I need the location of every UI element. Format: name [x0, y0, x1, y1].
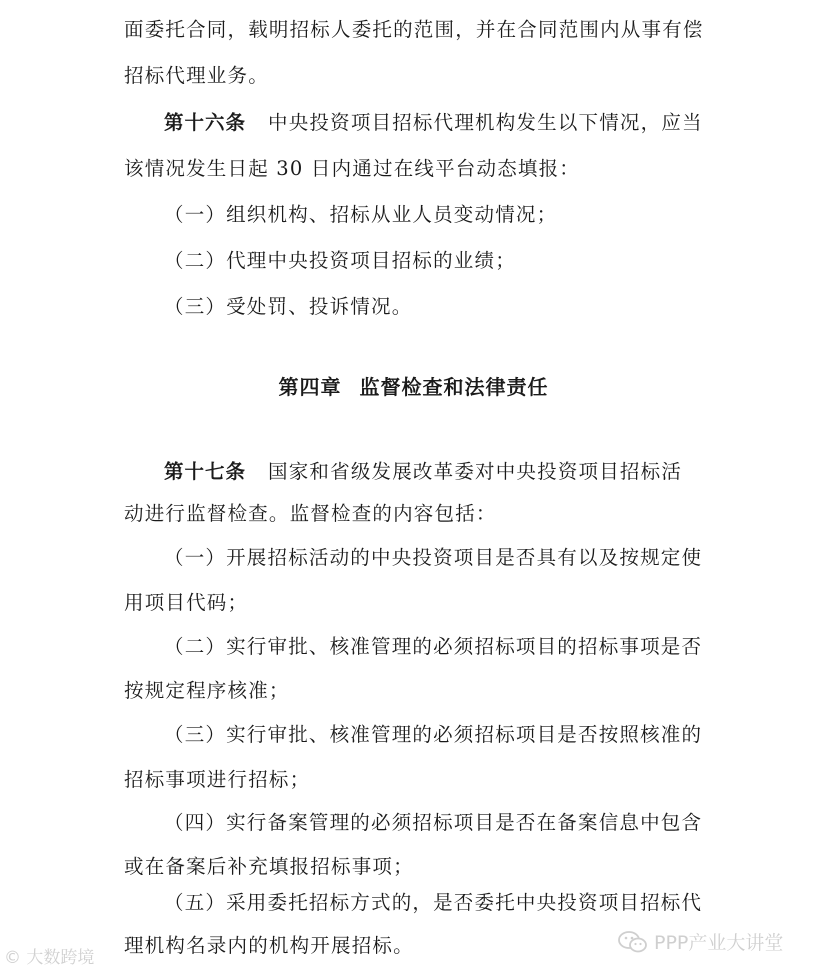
- chapter-heading: [0, 371, 827, 400]
- watermark-right: [618, 928, 783, 955]
- list-item: （四）实行备案管理的必须招标项目是否在备案信息中包含: [164, 811, 703, 834]
- text-line: 或在备案后补充填报招标事项；: [124, 855, 414, 878]
- text-line: 用项目代码；: [124, 591, 249, 614]
- watermark-right-text: PPP产业大讲堂: [654, 932, 784, 954]
- chapter-label: 第四章: [278, 375, 342, 399]
- text-line: 该情况发生日起 30 日内通过在线平台动态填报：: [124, 157, 581, 180]
- article-16-text: 中央投资项目招标代理机构发生以下情况，应当: [268, 111, 703, 134]
- text-line: 按规定程序核准；: [124, 679, 290, 702]
- text-line: 招标代理业务。: [124, 64, 269, 87]
- text-line: 招标事项进行招标；: [124, 768, 311, 791]
- article-17-line-1: [164, 460, 682, 484]
- list-item: （五）采用委托招标方式的，是否委托中央投资项目招标代: [164, 891, 703, 914]
- list-item: （二）代理中央投资项目招标的业绩；: [164, 249, 516, 272]
- article-16-label: 第十六条: [164, 111, 247, 134]
- text-line: 面委托合同，载明招标人委托的范围，并在合同范围内从事有偿: [124, 18, 704, 41]
- article-16-line-1: [164, 111, 703, 135]
- chapter-title: 监督检查和法律责任: [359, 375, 549, 399]
- text-line: 理机构名录内的机构开展招标。: [124, 934, 414, 957]
- list-item: （二）实行审批、核准管理的必须招标项目的招标事项是否: [164, 635, 703, 658]
- watermark-left: © 大数跨境: [4, 948, 95, 968]
- wechat-icon: [618, 930, 648, 954]
- text-line: 动进行监督检查。监督检查的内容包括：: [124, 502, 497, 525]
- article-17-label: 第十七条: [164, 460, 247, 483]
- list-item: （一）组织机构、招标从业人员变动情况；: [164, 203, 558, 226]
- list-item: （三）受处罚、投诉情况。: [164, 295, 413, 318]
- list-item: （一）开展招标活动的中央投资项目是否具有以及按规定使: [164, 546, 703, 569]
- article-17-text: 国家和省级发展改革委对中央投资项目招标活: [268, 460, 683, 483]
- list-item: （三）实行审批、核准管理的必须招标项目是否按照核准的: [164, 723, 703, 746]
